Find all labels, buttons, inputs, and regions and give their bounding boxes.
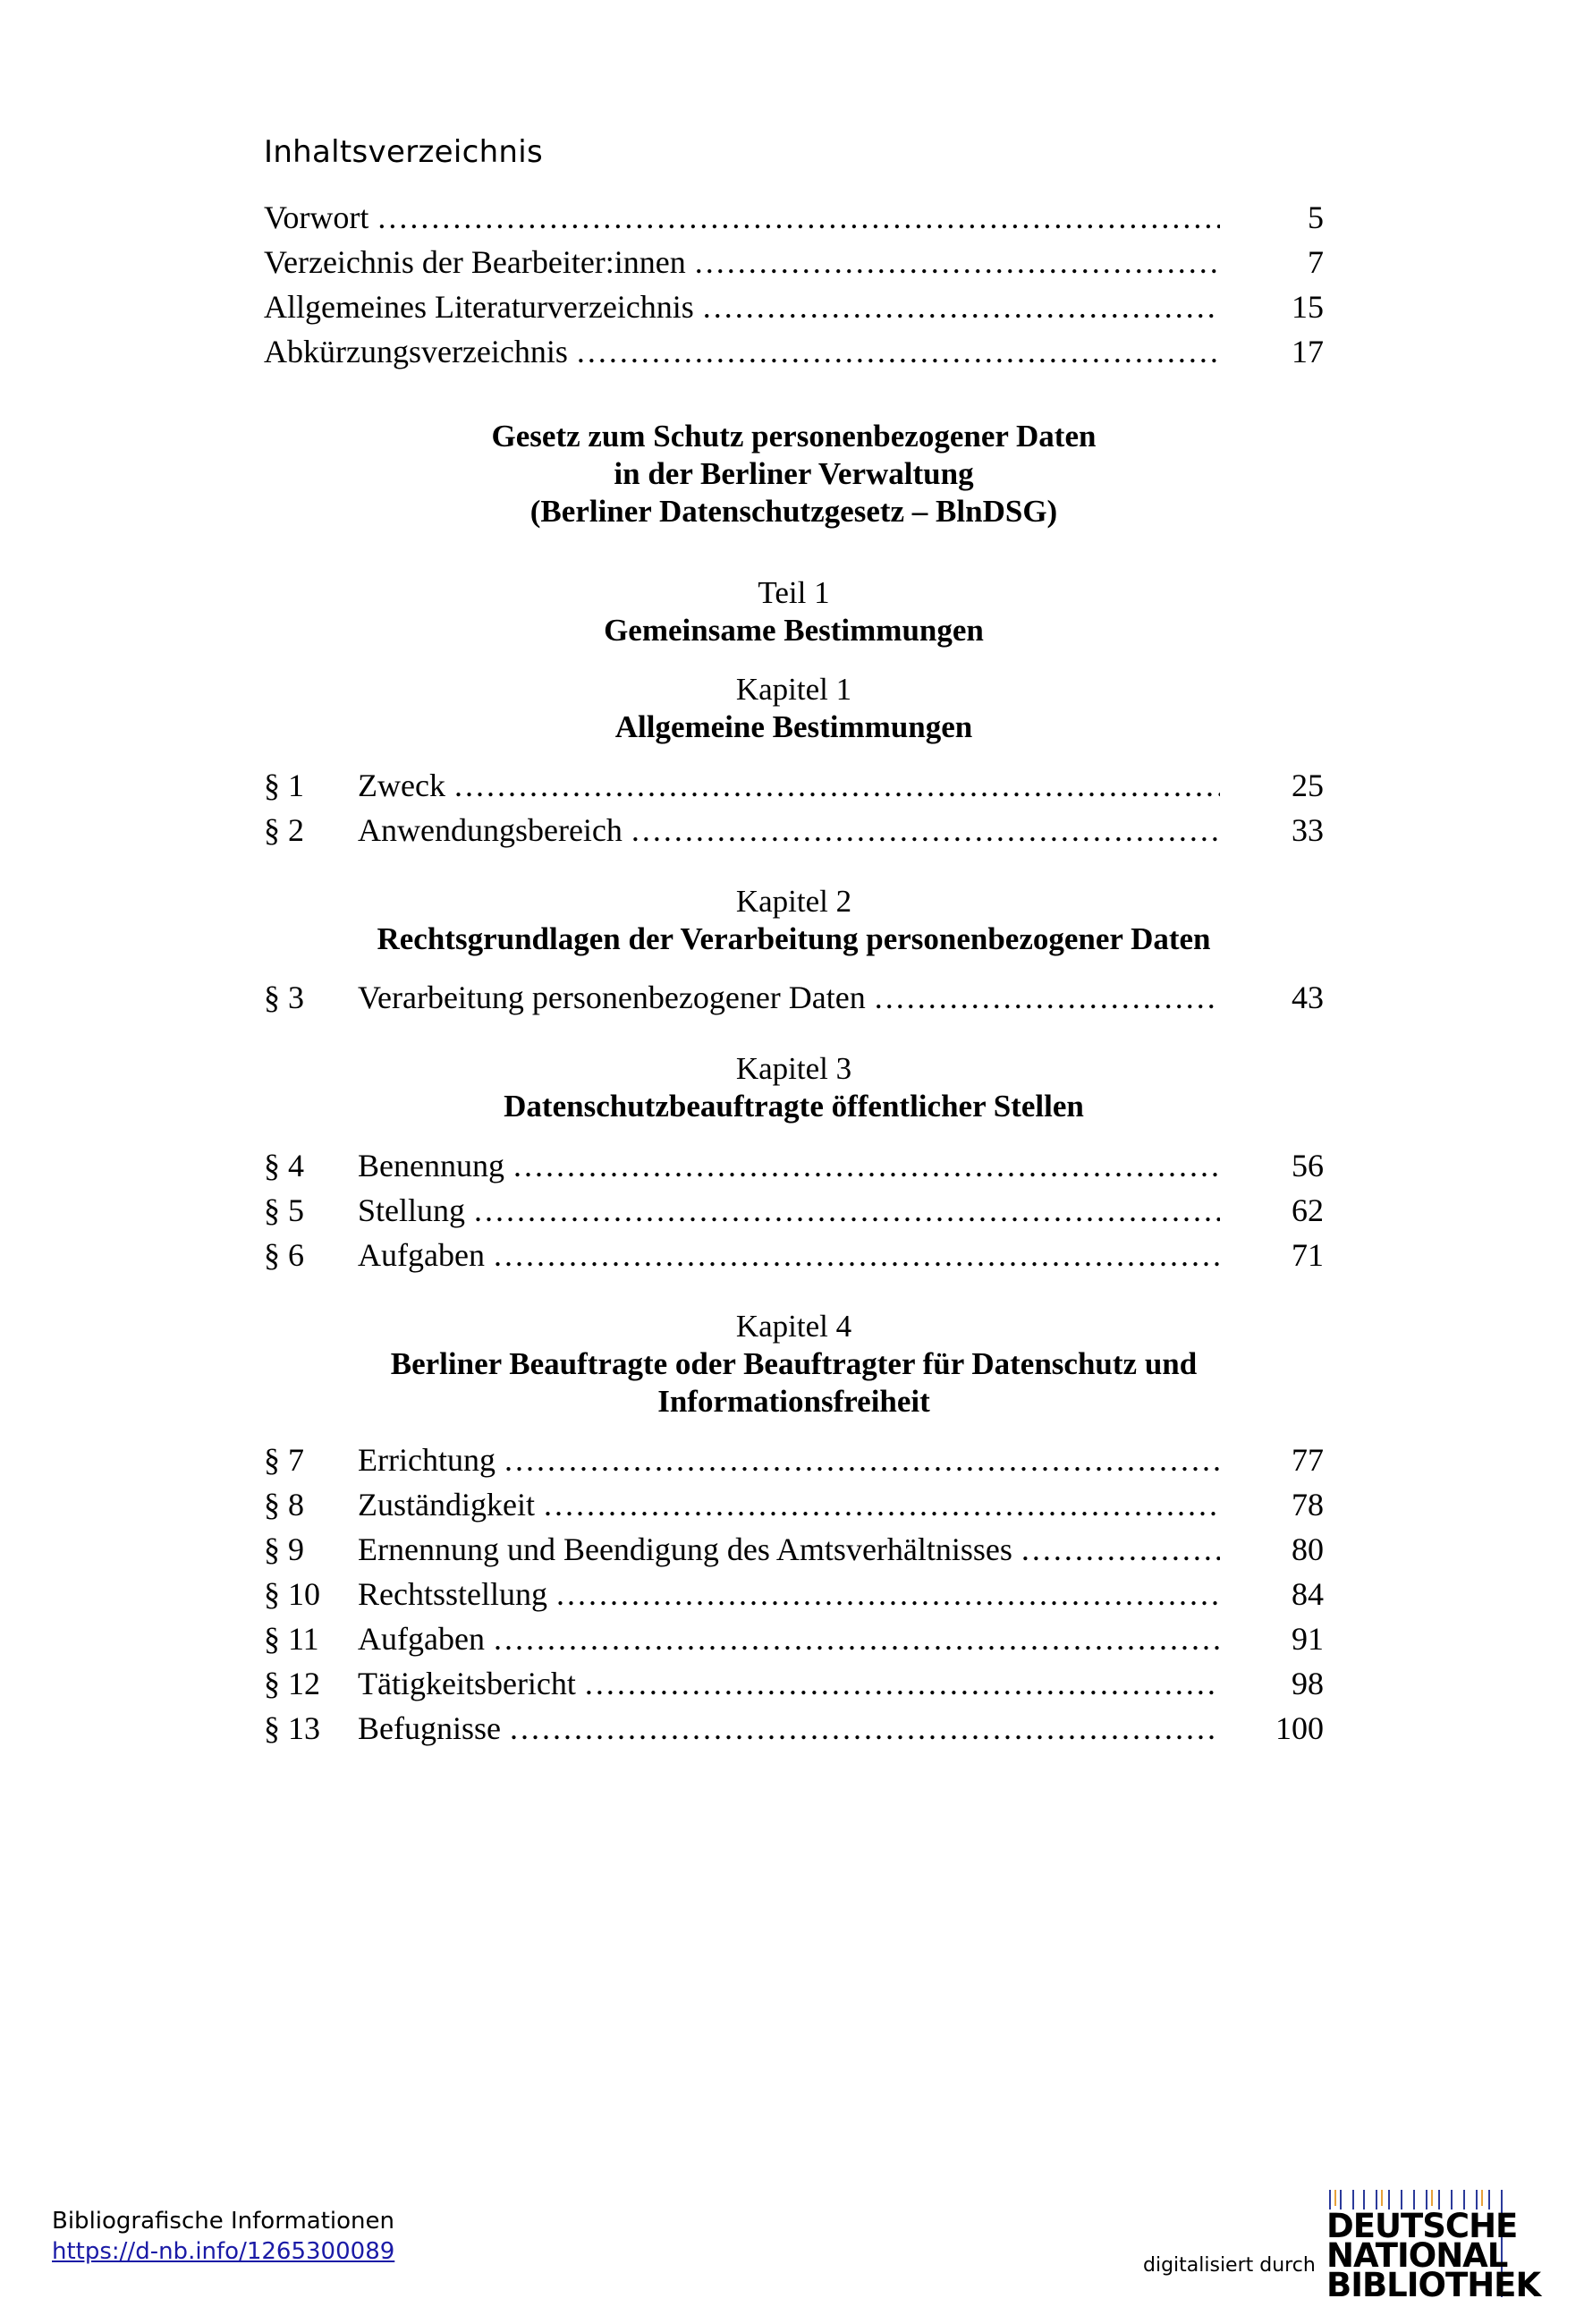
entry-page: 25 bbox=[1292, 768, 1324, 803]
entry-title: Tätigkeitsbericht bbox=[358, 1666, 576, 1701]
entry-title: Benennung bbox=[358, 1148, 504, 1183]
entry-title: Abkürzungsverzeichnis bbox=[264, 334, 568, 369]
law-title-line3: (Berliner Datenschutzgesetz – BlnDSG) bbox=[529, 494, 1058, 529]
leader-dots bbox=[547, 1572, 1225, 1616]
dnb-logo-word: BIBLIOTHEK bbox=[1326, 2266, 1541, 2304]
leader-dots bbox=[686, 240, 1225, 284]
kapitel-number: Kapitel 4 bbox=[735, 1309, 852, 1344]
entry-title: Verzeichnis der Bearbeiter:innen bbox=[264, 244, 686, 280]
section-number: § 11 bbox=[264, 1621, 319, 1657]
entry-page: 80 bbox=[1292, 1531, 1324, 1567]
section-number: § 7 bbox=[264, 1442, 304, 1478]
entry-page: 77 bbox=[1292, 1442, 1324, 1478]
bibliographic-label: Bibliografische Informationen bbox=[52, 2208, 394, 2235]
section-number: § 3 bbox=[264, 980, 304, 1015]
leader-dots bbox=[445, 763, 1225, 808]
kapitel-title: Datenschutzbeauftragte öffentlicher Stellen bbox=[504, 1089, 1084, 1124]
entry-title: Befugnisse bbox=[358, 1710, 501, 1746]
entry-page: 7 bbox=[1308, 244, 1324, 280]
entry-page: 43 bbox=[1292, 980, 1324, 1015]
entry-title: Aufgaben bbox=[358, 1237, 485, 1273]
section-number: § 8 bbox=[264, 1487, 304, 1522]
entry-page: 56 bbox=[1292, 1148, 1324, 1183]
dnb-logo-word: NATIONAL bbox=[1326, 2236, 1508, 2275]
section-number: § 5 bbox=[264, 1192, 304, 1228]
section-number: § 10 bbox=[264, 1576, 320, 1612]
law-title-line2: in der Berliner Verwaltung bbox=[614, 456, 974, 491]
toc-entry[interactable] bbox=[264, 1616, 1324, 1661]
toc-entry[interactable] bbox=[264, 1188, 1324, 1233]
section-number: § 6 bbox=[264, 1237, 304, 1273]
toc-entry[interactable] bbox=[264, 763, 1324, 808]
entry-title: Aufgaben bbox=[358, 1621, 485, 1657]
entry-title: Anwendungsbereich bbox=[358, 812, 623, 848]
entry-title: Rechtsstellung bbox=[358, 1576, 547, 1612]
law-title-line1: Gesetz zum Schutz personenbezogener Daten bbox=[491, 419, 1097, 454]
kapitel-number: Kapitel 3 bbox=[735, 1051, 852, 1086]
entry-title: Allgemeines Literaturverzeichnis bbox=[264, 289, 694, 325]
entry-page: 15 bbox=[1292, 289, 1324, 325]
leader-dots bbox=[485, 1616, 1225, 1661]
leader-dots bbox=[496, 1438, 1225, 1482]
leader-dots bbox=[576, 1661, 1225, 1706]
dnb-link[interactable]: https://d-nb.info/1265300089 bbox=[52, 2238, 395, 2265]
leader-dots bbox=[501, 1706, 1225, 1751]
toc-entry[interactable] bbox=[264, 1661, 1324, 1706]
toc-entry[interactable] bbox=[264, 808, 1324, 852]
digitized-by-label: digitalisiert durch bbox=[1143, 2254, 1316, 2277]
entry-page: 17 bbox=[1292, 334, 1324, 369]
kapitel-title: Rechtsgrundlagen der Verarbeitung personenbezogener Daten bbox=[377, 921, 1211, 956]
toc-entry[interactable] bbox=[264, 1572, 1324, 1616]
leader-dots bbox=[465, 1188, 1225, 1233]
entry-page: 33 bbox=[1292, 812, 1324, 848]
section-number: § 13 bbox=[264, 1710, 320, 1746]
leader-dots bbox=[568, 329, 1225, 374]
entry-title: Stellung bbox=[358, 1192, 466, 1228]
toc-entry[interactable] bbox=[264, 975, 1324, 1020]
toc-entry[interactable] bbox=[264, 195, 1324, 240]
leader-dots bbox=[1012, 1527, 1225, 1572]
toc-entry[interactable] bbox=[264, 329, 1324, 374]
entry-page: 62 bbox=[1292, 1192, 1324, 1228]
toc-entry[interactable] bbox=[264, 284, 1324, 329]
entry-page: 98 bbox=[1292, 1666, 1324, 1701]
leader-dots bbox=[623, 808, 1225, 852]
leader-dots bbox=[368, 195, 1225, 240]
toc-entry[interactable] bbox=[264, 1706, 1324, 1751]
entry-title: Zuständigkeit bbox=[358, 1487, 535, 1522]
kapitel-title-line1: Berliner Beauftragte oder Beauftragter für Datenschutz und bbox=[390, 1346, 1198, 1381]
section-number: § 9 bbox=[264, 1531, 304, 1567]
teil-title: Gemeinsame Bestimmungen bbox=[604, 613, 984, 648]
entry-title: Vorwort bbox=[264, 199, 369, 235]
section-number: § 12 bbox=[264, 1666, 320, 1701]
entry-title: Verarbeitung personenbezogener Daten bbox=[358, 980, 866, 1015]
toc-entry[interactable] bbox=[264, 1438, 1324, 1482]
dnb-logo-word: DEUTSCHE bbox=[1326, 2207, 1518, 2245]
entry-page: 5 bbox=[1308, 199, 1324, 235]
toc-entry[interactable] bbox=[264, 1482, 1324, 1527]
entry-page: 84 bbox=[1292, 1576, 1324, 1612]
entry-page: 78 bbox=[1292, 1487, 1324, 1522]
teil-number: Teil 1 bbox=[758, 575, 830, 610]
entry-page: 91 bbox=[1292, 1621, 1324, 1657]
leader-dots bbox=[866, 975, 1225, 1020]
toc-entry[interactable] bbox=[264, 1233, 1324, 1277]
leader-dots bbox=[485, 1233, 1225, 1277]
kapitel-number: Kapitel 1 bbox=[735, 672, 852, 707]
toc-entry[interactable] bbox=[264, 1143, 1324, 1188]
toc-entry[interactable] bbox=[264, 240, 1324, 284]
kapitel-title-line2: Informationsfreiheit bbox=[657, 1384, 930, 1419]
entry-title: Errichtung bbox=[358, 1442, 496, 1478]
section-number: § 4 bbox=[264, 1148, 304, 1183]
bibliographic-info bbox=[52, 2206, 394, 2267]
leader-dots bbox=[694, 284, 1225, 329]
entry-title: Zweck bbox=[358, 768, 445, 803]
leader-dots bbox=[535, 1482, 1225, 1527]
leader-dots bbox=[504, 1143, 1225, 1188]
entry-page: 71 bbox=[1292, 1237, 1324, 1273]
entry-title: Ernennung und Beendigung des Amtsverhältnisses bbox=[358, 1531, 1012, 1567]
toc-entry[interactable] bbox=[264, 1527, 1324, 1572]
kapitel-title: Allgemeine Bestimmungen bbox=[614, 709, 973, 744]
section-number: § 2 bbox=[264, 812, 304, 848]
toc-heading: Inhaltsverzeichnis bbox=[264, 134, 544, 170]
kapitel-number: Kapitel 2 bbox=[735, 884, 852, 919]
entry-page: 100 bbox=[1275, 1710, 1324, 1746]
section-number: § 1 bbox=[264, 768, 304, 803]
dnb-logo bbox=[1143, 2190, 1541, 2306]
